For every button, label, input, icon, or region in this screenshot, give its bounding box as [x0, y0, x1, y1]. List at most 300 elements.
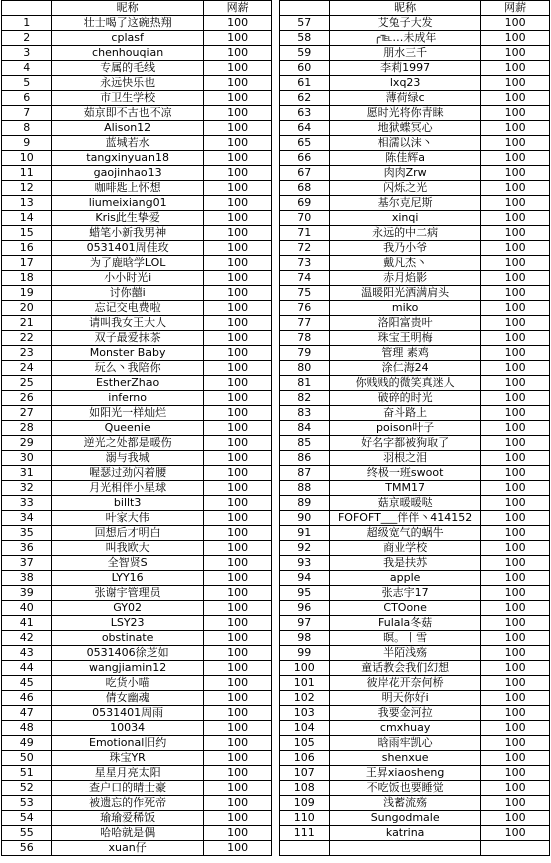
left-value-cell: 100	[203, 226, 272, 241]
right-name-cell: 我要金河拉	[329, 706, 480, 721]
column-gap	[272, 631, 279, 646]
left-name-cell: 双子最爱抹茶	[52, 331, 203, 346]
right-name-cell: 涂仁海24	[329, 361, 480, 376]
column-gap	[272, 226, 279, 241]
right-index-cell: 57	[279, 16, 329, 31]
right-index-cell: 97	[279, 616, 329, 631]
column-gap	[272, 826, 279, 841]
right-name-cell: CTOone	[329, 601, 480, 616]
right-value-cell: 100	[481, 271, 550, 286]
table-row	[2, 481, 550, 496]
column-gap	[272, 601, 279, 616]
table-row	[2, 46, 550, 61]
right-value-cell	[481, 841, 550, 856]
left-index-cell: 53	[2, 796, 52, 811]
left-value-cell: 100	[203, 796, 272, 811]
left-name-cell: 溺与我城	[52, 451, 203, 466]
left-name-cell: inferno	[52, 391, 203, 406]
right-name-cell: apple	[329, 571, 480, 586]
column-gap	[272, 121, 279, 136]
left-index-cell: 49	[2, 736, 52, 751]
member-table	[1, 0, 550, 856]
left-value-cell: 100	[203, 361, 272, 376]
column-gap	[272, 781, 279, 796]
column-gap	[272, 151, 279, 166]
table-row	[2, 721, 550, 736]
left-index-cell: 11	[2, 166, 52, 181]
left-name-cell: 专属的毛线	[52, 61, 203, 76]
left-index-cell: 15	[2, 226, 52, 241]
right-name-cell: 半陌浅殇	[329, 646, 480, 661]
right-value-cell: 100	[481, 181, 550, 196]
right-name-cell: 基尔克尼斯	[329, 196, 480, 211]
right-index-cell: 108	[279, 781, 329, 796]
right-name-cell: FOFOFT___伴伴丶414152	[329, 511, 480, 526]
left-value-cell: 100	[203, 301, 272, 316]
left-index-cell: 40	[2, 601, 52, 616]
table-row	[2, 226, 550, 241]
right-index-cell: 82	[279, 391, 329, 406]
right-value-cell: 100	[481, 751, 550, 766]
left-name-cell: 讨你囍i	[52, 286, 203, 301]
left-value-cell: 100	[203, 781, 272, 796]
column-gap	[272, 31, 279, 46]
right-value-cell: 100	[481, 811, 550, 826]
right-index-cell: 69	[279, 196, 329, 211]
left-name-cell: 0531401周雨	[52, 706, 203, 721]
right-value-cell: 100	[481, 541, 550, 556]
column-gap	[272, 196, 279, 211]
left-name-cell: 10034	[52, 721, 203, 736]
right-value-cell: 100	[481, 391, 550, 406]
right-value-cell: 100	[481, 781, 550, 796]
right-value-cell: 100	[481, 496, 550, 511]
left-value-cell: 100	[203, 391, 272, 406]
right-name-cell: 好名字都被狗取了	[329, 436, 480, 451]
right-value-cell: 100	[481, 256, 550, 271]
table-row	[2, 31, 550, 46]
left-value-cell: 100	[203, 736, 272, 751]
right-index-cell: 111	[279, 826, 329, 841]
column-gap	[272, 436, 279, 451]
left-index-cell: 17	[2, 256, 52, 271]
left-index-cell: 3	[2, 46, 52, 61]
table-row	[2, 166, 550, 181]
left-name-cell: Alison12	[52, 121, 203, 136]
column-gap	[272, 1, 279, 16]
left-index-cell: 4	[2, 61, 52, 76]
right-value-cell: 100	[481, 451, 550, 466]
left-index-cell: 34	[2, 511, 52, 526]
right-name-cell: TMM17	[329, 481, 480, 496]
table-row	[2, 301, 550, 316]
table-row	[2, 376, 550, 391]
right-index-cell: 88	[279, 481, 329, 496]
right-value-cell: 100	[481, 106, 550, 121]
left-index-cell: 23	[2, 346, 52, 361]
right-index-cell: 64	[279, 121, 329, 136]
table-row	[2, 61, 550, 76]
left-value-cell: 100	[203, 676, 272, 691]
left-value-cell: 100	[203, 496, 272, 511]
right-index-cell: 66	[279, 151, 329, 166]
left-name-cell: LYY16	[52, 571, 203, 586]
table-row	[2, 91, 550, 106]
right-index-cell: 91	[279, 526, 329, 541]
left-index-cell: 24	[2, 361, 52, 376]
right-value-cell: 100	[481, 466, 550, 481]
right-value-cell: 100	[481, 61, 550, 76]
right-name-cell: 我是扶苏	[329, 556, 480, 571]
right-index-cell: 90	[279, 511, 329, 526]
left-name-cell: 瑜瑜爱稀饭	[52, 811, 203, 826]
right-value-cell: 100	[481, 796, 550, 811]
right-index-cell: 105	[279, 736, 329, 751]
right-name-cell: 闪烁之光	[329, 181, 480, 196]
left-value-cell: 100	[203, 601, 272, 616]
left-index-cell: 26	[2, 391, 52, 406]
right-value-cell: 100	[481, 76, 550, 91]
left-index-cell: 10	[2, 151, 52, 166]
right-index-cell: 109	[279, 796, 329, 811]
left-value-cell: 100	[203, 586, 272, 601]
right-name-cell: 你贱贱的微笑真迷人	[329, 376, 480, 391]
column-gap	[272, 556, 279, 571]
column-gap	[272, 796, 279, 811]
column-gap	[272, 331, 279, 346]
right-value-cell: 100	[481, 196, 550, 211]
right-value-cell: 100	[481, 436, 550, 451]
right-value-cell: 100	[481, 406, 550, 421]
left-index-cell: 18	[2, 271, 52, 286]
right-value-cell: 100	[481, 136, 550, 151]
table-row	[2, 241, 550, 256]
right-index-cell: 83	[279, 406, 329, 421]
left-value-cell: 100	[203, 46, 272, 61]
table-row	[2, 361, 550, 376]
right-index-cell: 63	[279, 106, 329, 121]
left-index-cell: 30	[2, 451, 52, 466]
left-value-cell: 100	[203, 316, 272, 331]
column-gap	[272, 526, 279, 541]
column-gap	[272, 586, 279, 601]
right-index-cell: 100	[279, 661, 329, 676]
left-name-cell: 被遗忘的作死帝	[52, 796, 203, 811]
column-gap	[272, 721, 279, 736]
table-row	[2, 541, 550, 556]
left-value-cell: 100	[203, 706, 272, 721]
column-gap	[272, 466, 279, 481]
right-name-cell: Fulala冬菇	[329, 616, 480, 631]
table-row	[2, 661, 550, 676]
right-name-cell: 洛阳富贵叶	[329, 316, 480, 331]
right-name-cell: 永远的中二病	[329, 226, 480, 241]
left-name-cell: chenhouqian	[52, 46, 203, 61]
left-index-cell: 20	[2, 301, 52, 316]
column-gap	[272, 706, 279, 721]
right-name-cell: 明天你好i	[329, 691, 480, 706]
right-index-header	[279, 1, 329, 16]
left-index-cell: 35	[2, 526, 52, 541]
left-value-header: 网薪	[203, 1, 272, 16]
right-index-cell: 99	[279, 646, 329, 661]
right-index-cell: 62	[279, 91, 329, 106]
right-value-cell: 100	[481, 151, 550, 166]
column-gap	[272, 481, 279, 496]
column-gap	[272, 541, 279, 556]
table-row	[2, 406, 550, 421]
right-index-cell: 106	[279, 751, 329, 766]
left-index-cell: 47	[2, 706, 52, 721]
table-row	[2, 556, 550, 571]
left-name-cell: 回想后才明白	[52, 526, 203, 541]
left-index-cell: 28	[2, 421, 52, 436]
left-name-cell: gaojinhao13	[52, 166, 203, 181]
left-value-cell: 100	[203, 166, 272, 181]
left-value-cell: 100	[203, 646, 272, 661]
right-value-cell: 100	[481, 826, 550, 841]
right-name-cell: 破碎的时光	[329, 391, 480, 406]
left-name-cell: 倩女幽魂	[52, 691, 203, 706]
column-gap	[272, 346, 279, 361]
column-gap	[272, 211, 279, 226]
right-value-cell: 100	[481, 376, 550, 391]
table-row	[2, 826, 550, 841]
left-value-cell: 100	[203, 121, 272, 136]
right-name-cell: ╭℡…未成年	[329, 31, 480, 46]
right-value-cell: 100	[481, 736, 550, 751]
column-gap	[272, 136, 279, 151]
left-name-cell: 叫我欧大	[52, 541, 203, 556]
left-value-cell: 100	[203, 151, 272, 166]
left-value-cell: 100	[203, 511, 272, 526]
right-index-cell: 96	[279, 601, 329, 616]
left-name-cell: 张谢宇管理员	[52, 586, 203, 601]
right-value-cell: 100	[481, 91, 550, 106]
column-gap	[272, 76, 279, 91]
right-value-cell: 100	[481, 421, 550, 436]
right-value-cell: 100	[481, 661, 550, 676]
right-index-cell: 102	[279, 691, 329, 706]
table-row	[2, 766, 550, 781]
right-index-cell: 89	[279, 496, 329, 511]
right-value-cell: 100	[481, 166, 550, 181]
left-index-cell: 50	[2, 751, 52, 766]
left-index-cell: 31	[2, 466, 52, 481]
left-index-cell: 32	[2, 481, 52, 496]
left-name-cell: 珠宝YR	[52, 751, 203, 766]
table-row	[2, 646, 550, 661]
right-index-cell: 110	[279, 811, 329, 826]
right-index-cell: 107	[279, 766, 329, 781]
left-name-cell: 哈哈就是偶	[52, 826, 203, 841]
left-index-cell: 36	[2, 541, 52, 556]
right-index-cell: 81	[279, 376, 329, 391]
left-value-cell: 100	[203, 541, 272, 556]
table-row	[2, 346, 550, 361]
left-index-cell: 46	[2, 691, 52, 706]
right-index-cell	[279, 841, 329, 856]
table-row	[2, 511, 550, 526]
left-name-cell: LSY23	[52, 616, 203, 631]
left-index-cell: 5	[2, 76, 52, 91]
left-index-cell: 14	[2, 211, 52, 226]
left-index-cell: 51	[2, 766, 52, 781]
left-name-cell: 请叫我女王大人	[52, 316, 203, 331]
left-name-cell: 0531406徐芝如	[52, 646, 203, 661]
right-value-cell: 100	[481, 556, 550, 571]
table-row	[2, 496, 550, 511]
left-value-cell: 100	[203, 526, 272, 541]
left-value-cell: 100	[203, 346, 272, 361]
table-row	[2, 736, 550, 751]
table-row	[2, 151, 550, 166]
left-value-cell: 100	[203, 421, 272, 436]
left-value-cell: 100	[203, 481, 272, 496]
left-index-cell: 1	[2, 16, 52, 31]
right-index-cell: 86	[279, 451, 329, 466]
right-value-cell: 100	[481, 31, 550, 46]
left-name-header: 昵称	[52, 1, 203, 16]
right-value-cell: 100	[481, 571, 550, 586]
left-index-cell: 44	[2, 661, 52, 676]
right-value-cell: 100	[481, 646, 550, 661]
table-row	[2, 271, 550, 286]
left-name-cell: 壮士喝了这碗热翔	[52, 16, 203, 31]
column-gap	[272, 841, 279, 856]
right-name-cell: 朋水三千	[329, 46, 480, 61]
table-row	[2, 616, 550, 631]
right-value-cell: 100	[481, 16, 550, 31]
left-value-cell: 100	[203, 286, 272, 301]
right-value-cell: 100	[481, 511, 550, 526]
right-value-header: 网薪	[481, 1, 550, 16]
left-index-cell: 13	[2, 196, 52, 211]
right-name-cell: 晗雨牢凯心	[329, 736, 480, 751]
left-value-cell: 100	[203, 556, 272, 571]
right-value-cell: 100	[481, 121, 550, 136]
left-value-cell: 100	[203, 256, 272, 271]
right-name-cell: 浅蓄流殇	[329, 796, 480, 811]
column-gap	[272, 61, 279, 76]
column-gap	[272, 676, 279, 691]
left-name-cell: 全智贤S	[52, 556, 203, 571]
right-value-cell: 100	[481, 331, 550, 346]
header-row	[2, 1, 550, 16]
left-value-cell: 100	[203, 751, 272, 766]
left-name-cell: 咖啡匙上怀想	[52, 181, 203, 196]
column-gap	[272, 106, 279, 121]
table-row	[2, 601, 550, 616]
table-row	[2, 586, 550, 601]
column-gap	[272, 571, 279, 586]
left-value-cell: 100	[203, 196, 272, 211]
left-name-cell: 逆光之处都是暖伤	[52, 436, 203, 451]
right-name-cell: 不吃饭也要睡觉	[329, 781, 480, 796]
right-index-cell: 58	[279, 31, 329, 46]
column-gap	[272, 406, 279, 421]
left-name-cell: tangxinyuan18	[52, 151, 203, 166]
right-name-cell: 暝。丨雪	[329, 631, 480, 646]
left-value-cell: 100	[203, 136, 272, 151]
right-name-cell: 王昇xiaosheng	[329, 766, 480, 781]
left-name-cell: 小小时光i	[52, 271, 203, 286]
left-name-cell: 0531401周佳玫	[52, 241, 203, 256]
left-value-cell: 100	[203, 91, 272, 106]
left-name-cell: 市卫生学校	[52, 91, 203, 106]
left-value-cell: 100	[203, 841, 272, 856]
right-name-cell: 我乃小爷	[329, 241, 480, 256]
right-index-cell: 84	[279, 421, 329, 436]
table-row	[2, 781, 550, 796]
column-gap	[272, 421, 279, 436]
left-name-cell: 叶家大伟	[52, 511, 203, 526]
left-name-cell: Monster Baby	[52, 346, 203, 361]
right-name-cell: katrina	[329, 826, 480, 841]
right-index-cell: 67	[279, 166, 329, 181]
left-name-cell: 蜡笔小新我男神	[52, 226, 203, 241]
left-value-cell: 100	[203, 76, 272, 91]
right-name-cell: poison叶子	[329, 421, 480, 436]
column-gap	[272, 751, 279, 766]
right-index-cell: 94	[279, 571, 329, 586]
left-value-cell: 100	[203, 451, 272, 466]
column-gap	[272, 256, 279, 271]
left-index-cell: 27	[2, 406, 52, 421]
table-row	[2, 121, 550, 136]
right-index-cell: 71	[279, 226, 329, 241]
table-row	[2, 841, 550, 856]
right-index-cell: 98	[279, 631, 329, 646]
table-row	[2, 391, 550, 406]
left-index-cell: 37	[2, 556, 52, 571]
right-name-cell: cmxhuay	[329, 721, 480, 736]
table-row	[2, 181, 550, 196]
table-row	[2, 631, 550, 646]
right-name-cell: lxq23	[329, 76, 480, 91]
right-value-cell: 100	[481, 616, 550, 631]
left-name-cell: wangjiamin12	[52, 661, 203, 676]
right-name-header: 昵称	[329, 1, 480, 16]
right-value-cell: 100	[481, 226, 550, 241]
right-value-cell: 100	[481, 766, 550, 781]
right-name-cell: 羽根之泪	[329, 451, 480, 466]
left-value-cell: 100	[203, 61, 272, 76]
right-value-cell: 100	[481, 241, 550, 256]
left-name-cell: cplasf	[52, 31, 203, 46]
left-value-cell: 100	[203, 826, 272, 841]
table-row	[2, 196, 550, 211]
right-index-cell: 70	[279, 211, 329, 226]
right-index-cell: 77	[279, 316, 329, 331]
right-index-cell: 80	[279, 361, 329, 376]
left-value-cell: 100	[203, 721, 272, 736]
left-index-cell: 45	[2, 676, 52, 691]
table-row	[2, 706, 550, 721]
left-name-cell: 茹京即不古也不凉	[52, 106, 203, 121]
column-gap	[272, 661, 279, 676]
right-name-cell: 超级宽气的蜗牛	[329, 526, 480, 541]
left-index-cell: 39	[2, 586, 52, 601]
left-name-cell: 喔瑟过劲闪着腰	[52, 466, 203, 481]
left-value-cell: 100	[203, 661, 272, 676]
right-index-cell: 75	[279, 286, 329, 301]
right-value-cell: 100	[481, 526, 550, 541]
right-value-cell: 100	[481, 601, 550, 616]
right-name-cell	[329, 841, 480, 856]
table-row	[2, 136, 550, 151]
left-value-cell: 100	[203, 16, 272, 31]
